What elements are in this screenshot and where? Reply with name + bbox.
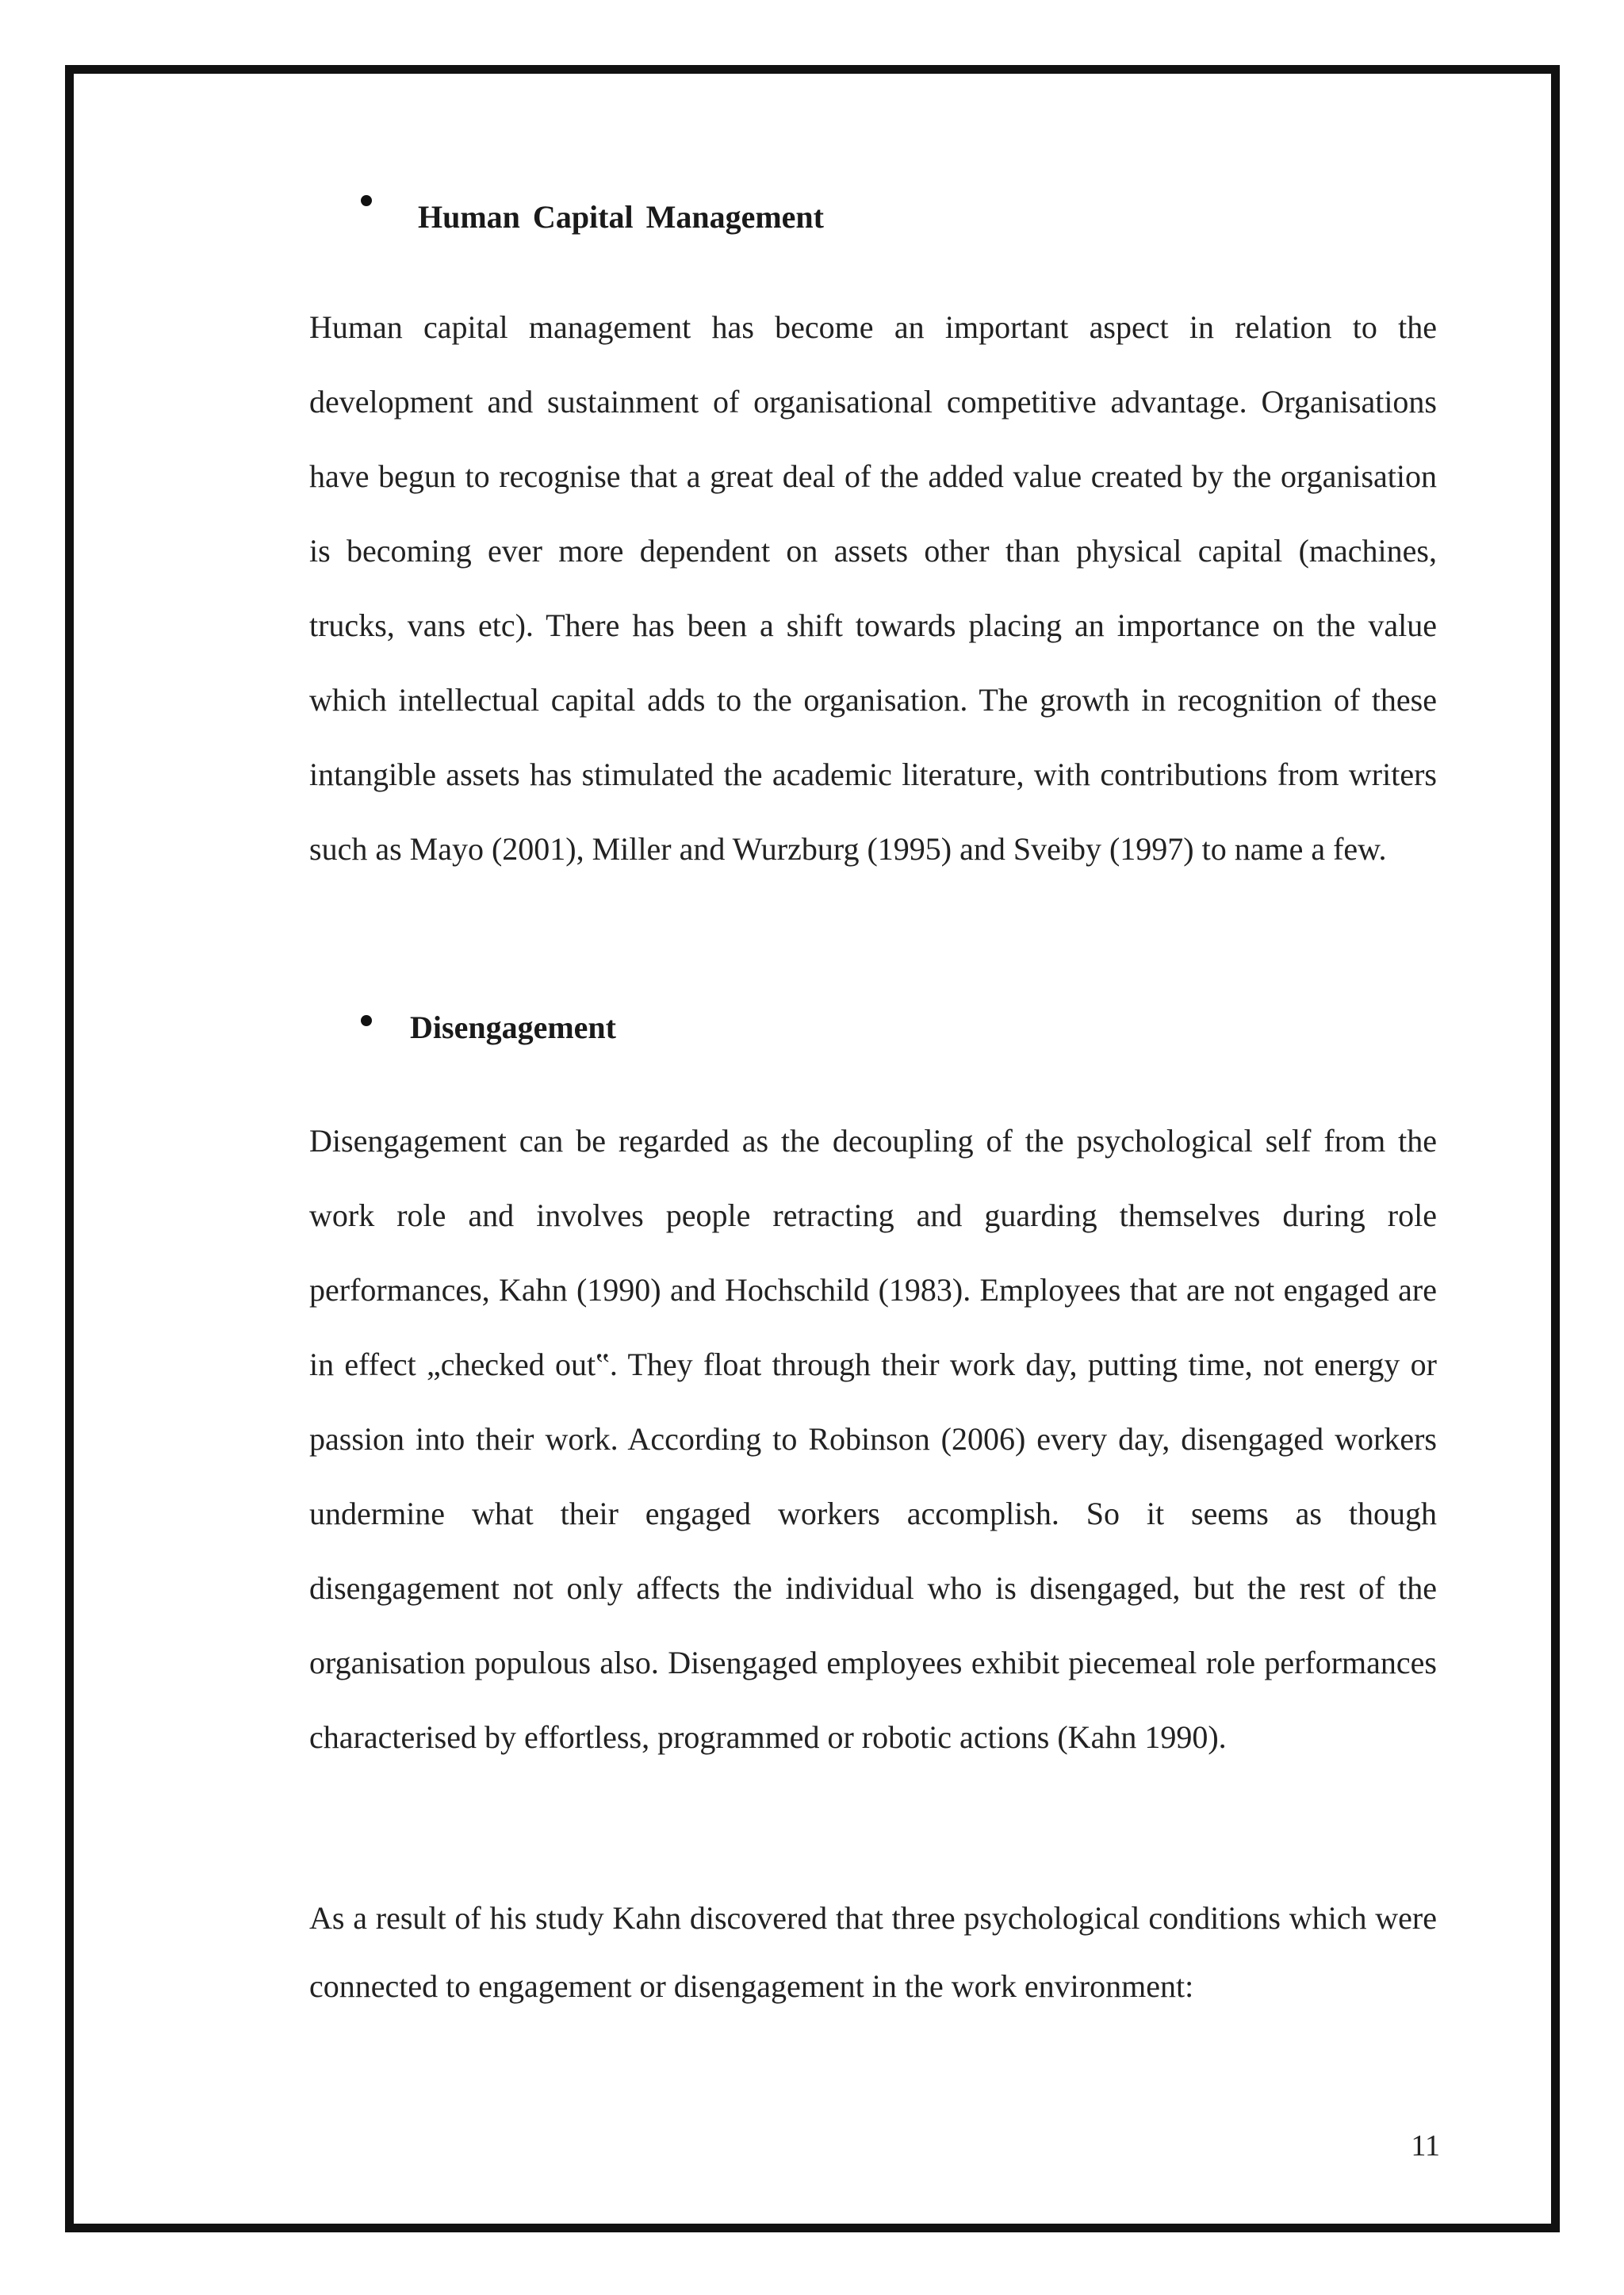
paragraph-closing: As a result of his study Kahn discovered that three psychological conditions which were connected to engagement or disengagement in the work environment: (309, 1900, 1437, 2004)
paragraph-disengagement: Disengagement can be regarded as the decoupling of the psychological self from the work role and involves people retracting and guarding themselves during role performances, Kahn (1990) and Hochschild (1983). Employees that are not engaged are in effect „checked out‟. They float through their work day, putting time, not energy or passion into their work. According to Robinson (2006) every day, disengaged workers undermine what their engaged workers accomplish. So it seems as though disengagement not only affects the individual who is disengaged, but the rest of the organisation populous also. Disengaged employees exhibit piecemeal role performances characterised by effortless, programmed or robotic actions (Kahn 1990). (309, 1123, 1437, 1755)
section-heading-human-capital-management: Human Capital Management (418, 199, 824, 235)
paragraph-human-capital-management: Human capital management has become an important aspect in relation to the development and sustainment of organisational competitive advantage. Organisations have begun to recognise that a great deal of the added value created by the organisation is becoming ever more dependent on assets other than physical capital (machines, trucks, vans etc). There has been a shift towards placing an importance on the value which intellectual capital adds to the organisation. The growth in recognition of these intangible assets has stimulated the academic literature, with contributions from writers such as Mayo (2001), Miller and Wurzburg (1995) and Sveiby (1997) to name a few. (309, 309, 1437, 867)
bullet-icon (361, 195, 372, 206)
section-heading-disengagement: Disengagement (410, 1010, 616, 1045)
page-number: 11 (1411, 2129, 1440, 2163)
bullet-icon (361, 1015, 372, 1026)
